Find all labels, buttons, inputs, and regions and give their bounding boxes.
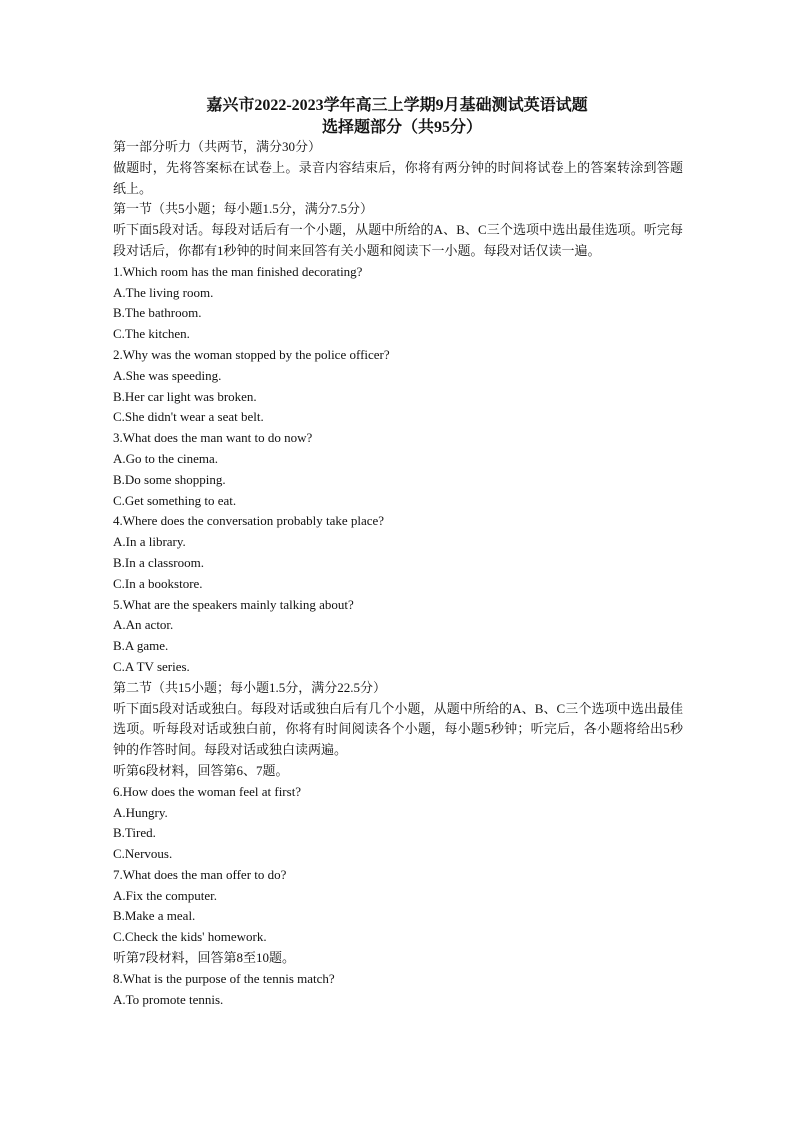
option-a: A.Fix the computer. — [113, 887, 217, 903]
question-text: 6.How does the woman feel at first? — [113, 783, 302, 799]
option-b: B.Make a meal. — [113, 908, 196, 924]
question-text: 1.Which room has the man finished decorating? — [113, 263, 363, 279]
question-4 — [113, 511, 683, 594]
option-b: B.Do some shopping. — [113, 471, 226, 487]
option-c: C.In a bookstore. — [113, 575, 203, 591]
option-a: A.In a library. — [113, 534, 186, 550]
option-a: A.The living room. — [113, 284, 214, 300]
question-3 — [113, 428, 683, 511]
option-c: C.Nervous. — [113, 846, 173, 862]
question-8 — [113, 969, 683, 1011]
question-text: 4.Where does the conversation probably take place? — [113, 513, 385, 529]
question-text: 5.What are the speakers mainly talking about? — [113, 596, 354, 612]
exam-content — [113, 137, 683, 1010]
section2-heading: 第二节（共15小题；每小题1.5分，满分22.5分） — [113, 679, 387, 695]
option-b: B.The bathroom. — [113, 305, 202, 321]
part1-instructions: 做题时，先将答案标在试卷上。录音内容结束后，你将有两分钟的时间将试卷上的答案转涂到答题纸上。 — [113, 159, 683, 196]
option-a: A.An actor. — [113, 617, 174, 633]
question-text: 3.What does the man want to do now? — [113, 430, 313, 446]
option-c: C.Get something to eat. — [113, 492, 237, 508]
option-b: B.In a classroom. — [113, 554, 204, 570]
question-text: 8.What is the purpose of the tennis match? — [113, 970, 335, 986]
question-1 — [113, 262, 683, 345]
section2-instructions: 听下面5段对话或独白。每段对话或独白后有几个小题，从题中所给的A、B、C三个选项中选出最佳选项。听每段对话或独白前，你将有时间阅读各个小题，每小题5秒钟；听完后，各小题将给出5秒钟的作答时间。每段对话或独白读两遍。 — [113, 700, 683, 758]
option-c: C.She didn't wear a seat belt. — [113, 409, 264, 425]
part1-heading: 第一部分听力（共两节，满分30分） — [113, 139, 322, 154]
option-b: B.Tired. — [113, 825, 156, 841]
option-a: A.She was speeding. — [113, 367, 222, 383]
question-5 — [113, 595, 683, 678]
option-c: C.Check the kids' homework. — [113, 929, 267, 945]
option-a: A.Hungry. — [113, 804, 168, 820]
option-b: B.Her car light was broken. — [113, 388, 257, 404]
option-c: C.The kitchen. — [113, 326, 190, 342]
option-b: B.A game. — [113, 638, 169, 654]
title-block — [0, 95, 794, 139]
exam-title: 嘉兴市2022-2023学年高三上学期9月基础测试英语试题 — [206, 97, 588, 114]
question-6 — [113, 782, 683, 865]
option-c: C.A TV series. — [113, 658, 190, 674]
question-text: 7.What does the man offer to do? — [113, 866, 287, 882]
section1-heading: 第一节（共5小题；每小题1.5分，满分7.5分） — [113, 201, 374, 217]
section1-instructions: 听下面5段对话。每段对话后有一个小题，从题中所给的A、B、C三个选项中选出最佳选项。听完每段对话后，你都有1秒钟的时间来回答有关小题和阅读下一小题。每段对话仅读一遍。 — [113, 222, 683, 258]
group-7-instruction: 听第7段材料，回答第8至10题。 — [113, 950, 296, 966]
question-7 — [113, 865, 683, 948]
question-2 — [113, 345, 683, 428]
option-a: A.To promote tennis. — [113, 991, 224, 1007]
group-6-instruction: 听第6段材料，回答第6、7题。 — [113, 762, 289, 778]
exam-subtitle: 选择题部分（共95分） — [321, 119, 482, 136]
option-a: A.Go to the cinema. — [113, 450, 219, 466]
question-text: 2.Why was the woman stopped by the police officer? — [113, 346, 390, 362]
